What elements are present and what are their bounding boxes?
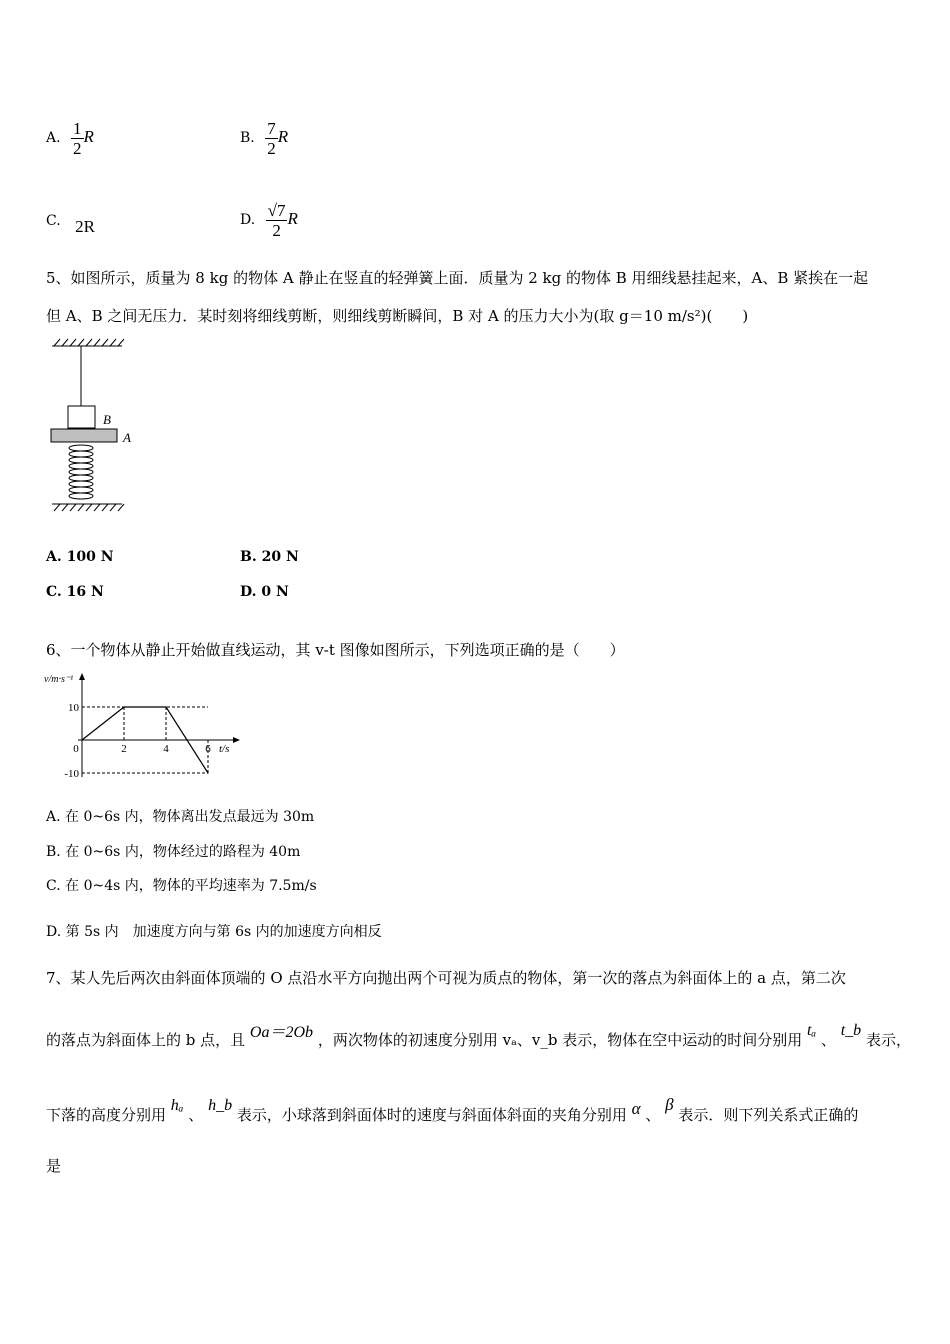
q5-option-a: A. 100 N xyxy=(46,549,114,565)
q7-text: 的落点为斜面体上的 b 点，且 xyxy=(46,1031,246,1049)
vt-chart xyxy=(40,668,260,783)
option-label: C. xyxy=(46,213,61,229)
block-b xyxy=(68,406,95,428)
vt-data-point xyxy=(165,706,166,707)
q7-math-beta: β xyxy=(665,1095,674,1114)
y-tick-label: -10 xyxy=(64,768,79,780)
variable: R xyxy=(83,127,94,146)
x-tick-label: 2 xyxy=(121,743,127,755)
q4-option-a xyxy=(46,104,94,158)
denominator: 2 xyxy=(272,220,281,240)
q5-stem-line1: 5、如图所示，质量为 8 kg 的物体 A 静止在竖直的轻弹簧上面．质量为 2 kg 的物体 B 用细线悬挂起来，A、B 紧挨在一起 xyxy=(46,269,869,287)
q5-option-d: D. 0 N xyxy=(240,584,289,600)
q7-math-alpha: α xyxy=(631,1099,641,1118)
q7-math-tb: t_b xyxy=(840,1022,862,1039)
q7-math-ta: tₐ xyxy=(807,1022,817,1039)
q7-text: 表示，小球落到斜面体时的速度与斜面体斜面的夹角分别用 xyxy=(236,1106,627,1124)
fraction xyxy=(265,119,278,158)
q7-text: ，两次物体的初速度分别用 vₐ、v_b 表示，物体在空中运动的时间分别用 xyxy=(317,1031,803,1049)
denominator: 2 xyxy=(267,138,276,158)
numerator: 1 xyxy=(73,118,82,138)
option-value: 2R xyxy=(75,217,95,236)
q4-option-c xyxy=(46,210,95,236)
q7-text: 表示， xyxy=(865,1031,911,1049)
y-axis-label: v/m·s⁻¹ xyxy=(44,674,74,685)
q7-stem-line3 xyxy=(46,1095,859,1126)
option-label: A. xyxy=(46,130,61,146)
numerator: √7 xyxy=(267,200,286,220)
x-tick-label: 6 xyxy=(205,743,211,755)
q6-option-a: A. 在 0~6s 内，物体离出发点最远为 30m xyxy=(46,809,315,825)
q6-option-b: B. 在 0~6s 内，物体经过的路程为 40m xyxy=(46,844,301,860)
vt-data-point xyxy=(81,739,82,740)
q7-stem-line1: 7、某人先后两次由斜面体顶端的 O 点沿水平方向抛出两个可视为质点的物体，第一次的落点为斜面体上的 a 点，第二次 xyxy=(46,969,846,987)
variable: R xyxy=(277,127,289,146)
q6-stem: 6、一个物体从静止开始做直线运动，其 v-t 图像如图所示，下列选项正确的是（ ） xyxy=(46,641,625,659)
ceiling-hatch xyxy=(52,339,124,346)
q5-stem-line2: 但 A、B 之间无压力．某时刻将细线剪断，则细线剪断瞬间，B 对 A 的压力大小为(取 g＝10 m/s²)( ) xyxy=(46,307,749,325)
spring-coil xyxy=(69,445,93,499)
option-label: D. xyxy=(240,212,256,228)
block-b-label: B xyxy=(103,412,111,427)
fraction xyxy=(71,119,84,158)
q6-option-d: D. 第 5s 内 加速度方向与第 6s 内的加速度方向相反 xyxy=(46,924,382,940)
spring-figure xyxy=(44,336,144,516)
fraction xyxy=(266,201,288,240)
y-axis-arrow xyxy=(79,673,85,680)
x-tick-label: 0 xyxy=(73,743,79,755)
q7-text: 下落的高度分别用 xyxy=(46,1106,167,1124)
vt-data-point xyxy=(186,739,187,740)
q7-math-ratio: Oa＝2Ob xyxy=(249,1024,314,1041)
variable: R xyxy=(287,209,298,228)
vt-data-point xyxy=(123,706,124,707)
block-a-label: A xyxy=(123,430,131,445)
option-label: B. xyxy=(240,130,255,146)
q7-text: 、 xyxy=(645,1106,661,1124)
denominator: 2 xyxy=(73,138,82,158)
q7-stem-line4: 是 xyxy=(46,1157,62,1175)
x-tick-label: 4 xyxy=(163,743,169,755)
vt-data-point xyxy=(207,772,208,773)
q7-text: 表示．则下列关系式正确的 xyxy=(678,1106,859,1124)
numerator: 7 xyxy=(267,118,276,138)
y-tick-label: 10 xyxy=(68,702,79,714)
x-axis-arrow xyxy=(233,737,240,743)
q7-math-hb: h_b xyxy=(208,1097,233,1114)
q5-option-b: B. 20 N xyxy=(240,549,299,565)
q7-stem-line2 xyxy=(46,1022,911,1051)
q4-option-d xyxy=(240,186,298,240)
block-a xyxy=(51,429,117,442)
q6-option-c: C. 在 0~4s 内，物体的平均速率为 7.5m/s xyxy=(46,878,317,894)
q7-math-ha: hₐ xyxy=(170,1097,184,1114)
q4-option-b xyxy=(240,104,288,158)
q5-option-c: C. 16 N xyxy=(46,584,104,600)
q7-text: 、 xyxy=(188,1106,204,1124)
floor-hatch xyxy=(52,504,124,511)
q7-text: 、 xyxy=(820,1031,836,1049)
x-axis-label: t/s xyxy=(219,743,230,755)
